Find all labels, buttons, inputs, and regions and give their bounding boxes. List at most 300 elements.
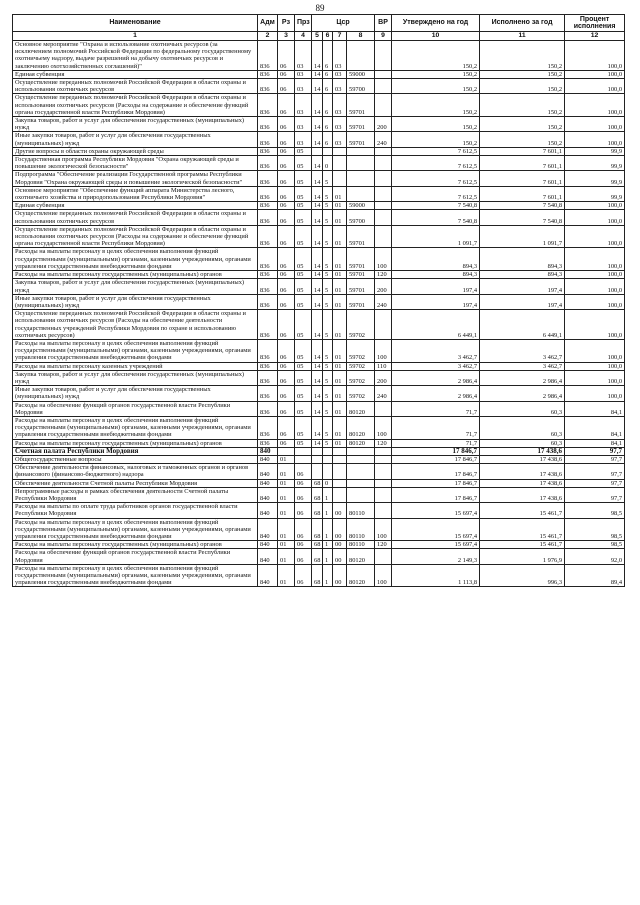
cell-csr-event: 01: [333, 401, 347, 416]
cell-csr-direction: 59702: [347, 370, 375, 385]
cell-prz: 05: [295, 202, 312, 210]
cell-adm: 840: [258, 455, 278, 463]
cell-csr-subprogram: 5: [323, 362, 333, 370]
cell-executed: 3 462,7: [480, 339, 565, 362]
cell-csr-direction: 59000: [347, 202, 375, 210]
cell-csr-program: 14: [312, 202, 323, 210]
cell-rz: 06: [278, 41, 295, 71]
header-executed: Исполнено за год: [480, 15, 565, 32]
cell-adm: 840: [258, 503, 278, 518]
cell-name: Закупка товаров, работ и услуг для обеспечения государственных (муниципальных) нужд: [13, 370, 258, 385]
header-csr: Цср: [312, 15, 375, 32]
cell-csr-program: 68: [312, 541, 323, 549]
table-row: [13, 339, 625, 362]
cell-percent: 98,5: [565, 503, 625, 518]
cell-vr: [375, 70, 392, 78]
cell-vr: 120: [375, 541, 392, 549]
cell-csr-event: 00: [333, 503, 347, 518]
table-row: [13, 549, 625, 564]
cell-csr-direction: 59702: [347, 310, 375, 340]
cell-vr: 100: [375, 564, 392, 587]
cell-csr-direction: 59702: [347, 386, 375, 401]
cell-csr-subprogram: [323, 447, 333, 455]
column-number: 3: [278, 32, 295, 41]
column-number: 1: [13, 32, 258, 41]
table-row: [13, 416, 625, 439]
table-row: [13, 279, 625, 294]
cell-name: Расходы на выплаты персоналу государственных (муниципальных) органов: [13, 439, 258, 447]
cell-csr-direction: 80120: [347, 564, 375, 587]
cell-csr-program: 14: [312, 117, 323, 132]
cell-rz: 06: [278, 70, 295, 78]
cell-csr-direction: 59701: [347, 117, 375, 132]
cell-percent: 99,9: [565, 171, 625, 186]
cell-approved: 3 462,7: [392, 362, 480, 370]
cell-csr-direction: 80120: [347, 549, 375, 564]
cell-approved: 197,4: [392, 279, 480, 294]
table-row: [13, 294, 625, 309]
cell-rz: 06: [278, 94, 295, 117]
column-number: 12: [565, 32, 625, 41]
cell-approved: 1 091,7: [392, 225, 480, 248]
cell-approved: 150,2: [392, 132, 480, 147]
cell-vr: [375, 479, 392, 487]
cell-rz: 01: [278, 541, 295, 549]
cell-adm: 836: [258, 132, 278, 147]
cell-name: Общегосударственные вопросы: [13, 455, 258, 463]
cell-prz: 03: [295, 70, 312, 78]
header-percent: Процент исполнения: [565, 15, 625, 32]
cell-adm: 836: [258, 210, 278, 225]
cell-csr-program: 14: [312, 339, 323, 362]
cell-vr: 120: [375, 271, 392, 279]
cell-csr-program: 14: [312, 210, 323, 225]
cell-executed: 60,3: [480, 439, 565, 447]
cell-csr-event: 01: [333, 439, 347, 447]
cell-vr: 200: [375, 370, 392, 385]
cell-csr-subprogram: 5: [323, 202, 333, 210]
column-number-row: [13, 32, 625, 41]
cell-adm: 840: [258, 541, 278, 549]
cell-adm: 836: [258, 41, 278, 71]
cell-csr-direction: [347, 487, 375, 502]
cell-percent: 98,5: [565, 518, 625, 541]
cell-csr-event: 01: [333, 186, 347, 201]
cell-executed: 1 091,7: [480, 225, 565, 248]
cell-csr-direction: 80120: [347, 416, 375, 439]
cell-approved: 150,2: [392, 117, 480, 132]
cell-csr-subprogram: 1: [323, 518, 333, 541]
cell-executed: 6 449,1: [480, 310, 565, 340]
cell-percent: 97,7: [565, 447, 625, 455]
cell-approved: 150,2: [392, 41, 480, 71]
cell-approved: 6 449,1: [392, 310, 480, 340]
cell-name: Непрограммные расходы в рамках обеспечения деятельности Счетной палаты Республики Мордовия: [13, 487, 258, 502]
cell-rz: 01: [278, 564, 295, 587]
cell-rz: 06: [278, 117, 295, 132]
cell-percent: 100,0: [565, 117, 625, 132]
table-row: [13, 117, 625, 132]
cell-csr-program: [312, 455, 323, 463]
header-name: Наименование: [13, 15, 258, 32]
cell-prz: 06: [295, 518, 312, 541]
cell-csr-event: [333, 464, 347, 479]
cell-approved: 71,7: [392, 401, 480, 416]
cell-rz: 01: [278, 549, 295, 564]
cell-adm: 836: [258, 79, 278, 94]
cell-prz: 05: [295, 279, 312, 294]
cell-prz: 05: [295, 294, 312, 309]
cell-csr-subprogram: 6: [323, 94, 333, 117]
cell-approved: 150,2: [392, 70, 480, 78]
table-row: [13, 518, 625, 541]
cell-percent: 99,9: [565, 147, 625, 155]
cell-rz: 06: [278, 225, 295, 248]
header-approved: Утверждено на год: [392, 15, 480, 32]
cell-prz: 06: [295, 503, 312, 518]
cell-executed: 15 461,7: [480, 518, 565, 541]
cell-csr-direction: [347, 156, 375, 171]
cell-executed: 150,2: [480, 79, 565, 94]
cell-csr-program: 14: [312, 310, 323, 340]
cell-percent: 84,1: [565, 439, 625, 447]
cell-approved: 1 113,8: [392, 564, 480, 587]
cell-csr-program: 14: [312, 294, 323, 309]
cell-prz: 03: [295, 132, 312, 147]
cell-rz: 06: [278, 210, 295, 225]
cell-prz: 03: [295, 79, 312, 94]
cell-csr-direction: 80110: [347, 518, 375, 541]
header-adm: Адм: [258, 15, 278, 32]
cell-executed: 894,3: [480, 248, 565, 271]
cell-csr-event: 01: [333, 210, 347, 225]
table-row: [13, 210, 625, 225]
cell-csr-subprogram: 0: [323, 156, 333, 171]
cell-csr-subprogram: 5: [323, 225, 333, 248]
cell-name: Основное мероприятие "Охрана и использование охотничьих ресурсов (за исключением полномочий Российской Федерации по федеральному государственному охотничьему надзору, выдаче разрешений на добычу охотничьих ресурсов и заключению охотхозяйственных соглашений)": [13, 41, 258, 71]
table-row: [13, 310, 625, 340]
cell-executed: 150,2: [480, 70, 565, 78]
cell-csr-subprogram: 5: [323, 210, 333, 225]
cell-name: Иные закупки товаров, работ и услуг для обеспечения государственных (муниципальных) нужд: [13, 294, 258, 309]
cell-prz: 06: [295, 564, 312, 587]
cell-rz: 06: [278, 339, 295, 362]
cell-approved: 15 697,4: [392, 518, 480, 541]
cell-csr-subprogram: [323, 464, 333, 479]
cell-rz: 06: [278, 386, 295, 401]
cell-rz: 06: [278, 248, 295, 271]
cell-vr: [375, 464, 392, 479]
cell-executed: 60,3: [480, 416, 565, 439]
cell-executed: 150,2: [480, 117, 565, 132]
cell-name: Единая субвенция: [13, 70, 258, 78]
cell-csr-event: 01: [333, 248, 347, 271]
cell-approved: 7 612,5: [392, 147, 480, 155]
cell-percent: 97,7: [565, 479, 625, 487]
cell-csr-event: 00: [333, 541, 347, 549]
cell-prz: 06: [295, 487, 312, 502]
cell-vr: [375, 156, 392, 171]
cell-csr-program: 68: [312, 549, 323, 564]
cell-prz: 06: [295, 541, 312, 549]
cell-executed: 7 540,8: [480, 210, 565, 225]
cell-csr-subprogram: 1: [323, 549, 333, 564]
cell-csr-direction: 59700: [347, 79, 375, 94]
cell-percent: 99,9: [565, 156, 625, 171]
cell-csr-program: 14: [312, 186, 323, 201]
cell-name: Расходы на выплаты персоналу в целях обеспечения выполнения функций государственными (муниципальными) органами, казенными учреждениями, органами управления государственными внебюджетными фондами: [13, 339, 258, 362]
cell-csr-event: [333, 147, 347, 155]
cell-approved: 17 846,7: [392, 479, 480, 487]
cell-executed: 2 986,4: [480, 386, 565, 401]
cell-adm: 836: [258, 202, 278, 210]
cell-vr: [375, 41, 392, 71]
cell-percent: 100,0: [565, 362, 625, 370]
cell-vr: 110: [375, 362, 392, 370]
cell-csr-subprogram: 6: [323, 70, 333, 78]
cell-adm: 836: [258, 147, 278, 155]
cell-csr-direction: [347, 147, 375, 155]
table-row: [13, 79, 625, 94]
cell-adm: 840: [258, 564, 278, 587]
cell-prz: 05: [295, 362, 312, 370]
cell-percent: 100,0: [565, 370, 625, 385]
cell-csr-subprogram: 6: [323, 132, 333, 147]
cell-csr-direction: [347, 41, 375, 71]
cell-adm: 836: [258, 339, 278, 362]
table-row: [13, 479, 625, 487]
table-row: [13, 132, 625, 147]
cell-csr-program: 14: [312, 439, 323, 447]
cell-percent: 100,0: [565, 41, 625, 71]
cell-csr-subprogram: 5: [323, 339, 333, 362]
cell-csr-direction: 59701: [347, 271, 375, 279]
cell-csr-subprogram: 6: [323, 41, 333, 71]
table-row: [13, 487, 625, 502]
table-row: [13, 156, 625, 171]
cell-approved: 150,2: [392, 79, 480, 94]
cell-name: Расходы на выплаты по оплате труда работников органов государственной власти Республики Мордовия: [13, 503, 258, 518]
budget-table: [12, 14, 625, 587]
cell-csr-subprogram: 6: [323, 117, 333, 132]
cell-name: Единая субвенция: [13, 202, 258, 210]
cell-csr-event: 01: [333, 386, 347, 401]
cell-rz: 06: [278, 147, 295, 155]
cell-vr: 200: [375, 117, 392, 132]
cell-vr: 240: [375, 132, 392, 147]
cell-csr-subprogram: [323, 147, 333, 155]
cell-prz: 05: [295, 225, 312, 248]
cell-adm: 836: [258, 117, 278, 132]
cell-rz: 06: [278, 310, 295, 340]
cell-executed: 7 601,1: [480, 171, 565, 186]
cell-rz: 06: [278, 401, 295, 416]
cell-csr-direction: 80120: [347, 439, 375, 447]
cell-csr-direction: [347, 186, 375, 201]
cell-percent: 100,0: [565, 132, 625, 147]
cell-vr: 100: [375, 518, 392, 541]
cell-adm: 840: [258, 464, 278, 479]
table-row: [13, 447, 625, 455]
cell-csr-direction: 80110: [347, 541, 375, 549]
cell-csr-direction: [347, 455, 375, 463]
cell-vr: 240: [375, 294, 392, 309]
cell-vr: [375, 202, 392, 210]
cell-adm: 836: [258, 294, 278, 309]
cell-percent: 97,7: [565, 487, 625, 502]
cell-executed: 894,3: [480, 271, 565, 279]
cell-percent: 100,0: [565, 225, 625, 248]
cell-csr-subprogram: 5: [323, 294, 333, 309]
cell-csr-program: 14: [312, 70, 323, 78]
table-row: [13, 370, 625, 385]
cell-prz: 06: [295, 464, 312, 479]
cell-vr: [375, 401, 392, 416]
header-prz: Прз: [295, 15, 312, 32]
column-number: 7: [333, 32, 347, 41]
cell-csr-program: 14: [312, 279, 323, 294]
table-row: [13, 41, 625, 71]
cell-prz: 05: [295, 156, 312, 171]
cell-executed: 7 540,8: [480, 202, 565, 210]
cell-csr-program: 14: [312, 94, 323, 117]
cell-percent: 92,0: [565, 549, 625, 564]
cell-rz: 06: [278, 370, 295, 385]
cell-vr: [375, 94, 392, 117]
cell-name: Осуществление переданных полномочий Российской Федерации в области охраны и использования охотничьих ресурсов (Расходы на содержание и обеспечение функций органа государственной власти Республики Мордовия): [13, 225, 258, 248]
cell-prz: 05: [295, 339, 312, 362]
cell-rz: 01: [278, 518, 295, 541]
cell-csr-direction: [347, 479, 375, 487]
column-number: 6: [323, 32, 333, 41]
cell-csr-subprogram: 5: [323, 186, 333, 201]
cell-rz: 06: [278, 132, 295, 147]
cell-executed: 7 601,1: [480, 186, 565, 201]
cell-csr-program: 68: [312, 479, 323, 487]
cell-executed: 197,4: [480, 279, 565, 294]
cell-csr-program: 14: [312, 132, 323, 147]
cell-percent: 100,0: [565, 79, 625, 94]
cell-vr: [375, 549, 392, 564]
cell-csr-program: 14: [312, 370, 323, 385]
cell-csr-event: 03: [333, 132, 347, 147]
cell-adm: 836: [258, 225, 278, 248]
cell-percent: 99,9: [565, 186, 625, 201]
cell-vr: [375, 225, 392, 248]
cell-prz: 05: [295, 147, 312, 155]
cell-name: Подпрограмма "Обеспечение реализации Государственной программы Республики Мордовия "Охрана окружающей среды и повышение экологической безопасности": [13, 171, 258, 186]
cell-csr-subprogram: [323, 455, 333, 463]
cell-csr-direction: 80120: [347, 401, 375, 416]
cell-csr-event: 03: [333, 117, 347, 132]
cell-csr-event: [333, 479, 347, 487]
column-number: 2: [258, 32, 278, 41]
table-row: [13, 401, 625, 416]
cell-percent: 100,0: [565, 70, 625, 78]
cell-csr-subprogram: 5: [323, 271, 333, 279]
cell-approved: 17 846,7: [392, 464, 480, 479]
table-row: [13, 439, 625, 447]
cell-csr-event: [333, 455, 347, 463]
cell-csr-event: 01: [333, 416, 347, 439]
cell-percent: 97,7: [565, 464, 625, 479]
cell-executed: 17 438,6: [480, 487, 565, 502]
cell-csr-program: 14: [312, 248, 323, 271]
cell-vr: [375, 487, 392, 502]
cell-percent: 100,0: [565, 279, 625, 294]
cell-approved: 894,3: [392, 271, 480, 279]
cell-adm: 836: [258, 401, 278, 416]
cell-prz: 05: [295, 248, 312, 271]
cell-csr-event: [333, 156, 347, 171]
cell-approved: 15 697,4: [392, 541, 480, 549]
cell-name: Расходы на выплаты персоналу в целях обеспечения выполнения функций государственными (муниципальными) органами, казенными учреждениями, органами управления государственными внебюджетными фондами: [13, 518, 258, 541]
cell-executed: 996,3: [480, 564, 565, 587]
cell-csr-event: 03: [333, 41, 347, 71]
cell-csr-direction: 59701: [347, 132, 375, 147]
cell-executed: 197,4: [480, 294, 565, 309]
cell-adm: 836: [258, 248, 278, 271]
cell-csr-subprogram: 5: [323, 248, 333, 271]
column-number: 5: [312, 32, 323, 41]
cell-adm: 836: [258, 186, 278, 201]
cell-adm: 840: [258, 487, 278, 502]
cell-approved: 15 697,4: [392, 503, 480, 518]
cell-executed: 2 986,4: [480, 370, 565, 385]
cell-adm: 836: [258, 271, 278, 279]
cell-csr-subprogram: 5: [323, 310, 333, 340]
cell-csr-direction: 59000: [347, 70, 375, 78]
cell-adm: 840: [258, 518, 278, 541]
cell-csr-program: 14: [312, 416, 323, 439]
cell-csr-subprogram: 5: [323, 416, 333, 439]
cell-executed: 60,3: [480, 401, 565, 416]
cell-csr-event: 01: [333, 370, 347, 385]
cell-csr-event: [333, 447, 347, 455]
cell-name: Расходы на обеспечение функций органов государственной власти Республики Мордовия: [13, 401, 258, 416]
cell-rz: 06: [278, 156, 295, 171]
cell-approved: 7 540,8: [392, 202, 480, 210]
cell-csr-program: 14: [312, 171, 323, 186]
table-row: [13, 455, 625, 463]
cell-executed: 7 601,1: [480, 147, 565, 155]
cell-csr-subprogram: 1: [323, 503, 333, 518]
cell-executed: 17 438,6: [480, 479, 565, 487]
cell-percent: 100,0: [565, 271, 625, 279]
cell-adm: 836: [258, 362, 278, 370]
cell-approved: 150,2: [392, 94, 480, 117]
cell-prz: 05: [295, 271, 312, 279]
column-number: 9: [375, 32, 392, 41]
cell-name: Другие вопросы в области охраны окружающей среды: [13, 147, 258, 155]
cell-name: Закупка товаров, работ и услуг для обеспечения государственных (муниципальных) нужд: [13, 117, 258, 132]
cell-prz: 05: [295, 439, 312, 447]
cell-rz: 06: [278, 186, 295, 201]
cell-executed: 15 461,7: [480, 541, 565, 549]
column-number: 8: [347, 32, 375, 41]
table-row: [13, 186, 625, 201]
cell-csr-event: 01: [333, 310, 347, 340]
cell-percent: 84,1: [565, 416, 625, 439]
cell-csr-event: 01: [333, 339, 347, 362]
cell-prz: 05: [295, 416, 312, 439]
cell-name: Осуществление переданных полномочий Российской Федерации в области охраны и использования охотничьих ресурсов (Расходы на обеспечение деятельности государственных учреждений Республики Мордовия по охране и использованию охотничьих ресурсов): [13, 310, 258, 340]
cell-approved: 197,4: [392, 294, 480, 309]
cell-rz: 06: [278, 279, 295, 294]
cell-name: Расходы на обеспечение функций органов государственной власти Республики Мордовия: [13, 549, 258, 564]
cell-csr-subprogram: 5: [323, 171, 333, 186]
cell-prz: 06: [295, 549, 312, 564]
